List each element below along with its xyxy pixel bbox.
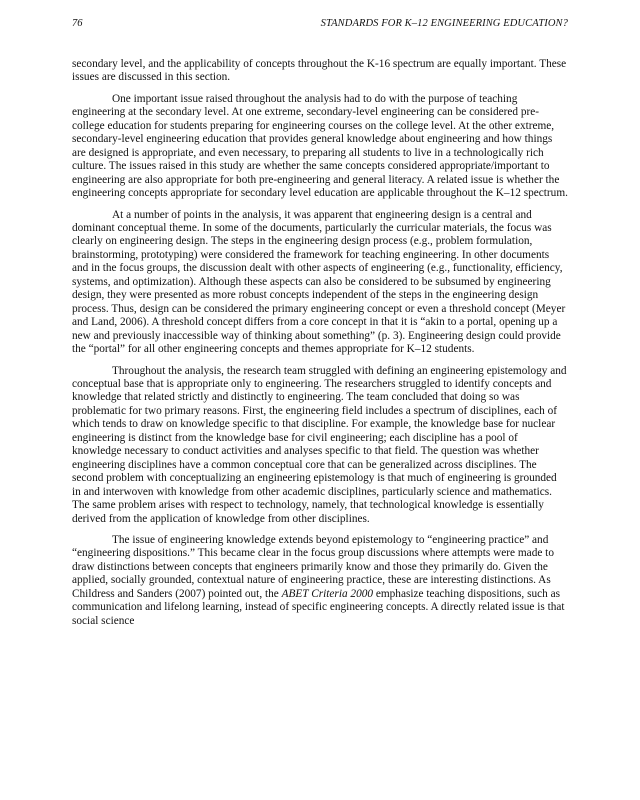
paragraph-engineering-epistemology: Throughout the analysis, the research team struggled with defining an engineering epistemology and conceptual base that is appropriate only to engineering. The researchers struggled to identify concepts and knowledge that related strictly and distinctly to engineering. The team concluded that doing so was problematic for two primary reasons. First, the engineering field includes a spectrum of disciplines, each of which tends to draw on knowledge specific to that discipline. For example, the knowledge base for nuclear engineering is distinct from the knowledge base for civil engineering; each discipline has a pool of knowledge necessary to conduct activities and analyses specific to that field. The question was whether engineering disciplines have a common conceptual core that can be generalized across disciplines. The second problem with conceptualizing an engineering epistemology is that much of engineering is grounded in and interwoven with knowledge from other academic disciplines, particularly science and mathematics. The same problem arises with respect to technology, namely, that technological knowledge is essentially derived from the application of knowledge from other disciplines. bbox=[72, 364, 567, 525]
paragraph-continuation: secondary level, and the applicability of concepts throughout the K-16 spectrum are equally important. These issues are discussed in this section. bbox=[72, 58, 567, 84]
body-text bbox=[72, 58, 568, 636]
running-title: STANDARDS FOR K–12 ENGINEERING EDUCATION? bbox=[320, 18, 568, 29]
abet-criteria-citation: ABET Criteria 2000 bbox=[281, 587, 374, 600]
paragraph-text-after-emphasis: emphasize teaching dispositions, such as communication and lifelong learning, instead of specific engineering concepts. A directly related issue is that social science bbox=[72, 587, 565, 627]
paragraph-engineering-practice bbox=[72, 534, 568, 628]
paragraph-engineering-design: At a number of points in the analysis, it was apparent that engineering design is a central and dominant conceptual theme. In some of the documents, particularly the curricular materials, the focus was clearly on engineering design. The steps in the engineering design process (e.g., problem formulation, brainstorming, prototyping) were considered the framework for teaching engineering. In other documents and in the focus groups, the discussion dealt with other aspects of engineering (e.g., functionality, efficiency, systems, and optimization). Although these aspects can also be considered to be subsumed by engineering design, they were presented as more robust concepts independent of the steps in the engineering design process. Thus, design can be considered the primary engineering concept or even a threshold concept (Meyer and Land, 2006). A threshold concept differs from a core concept in that it is “akin to a portal, opening up a new and previously inaccessible way of thinking about something” (p. 3). Engineering design could provide the “portal” for all other engineering concepts and themes appropriate for K–12 students. bbox=[72, 208, 566, 356]
paragraph-text-before-emphasis: The issue of engineering knowledge extends beyond epistemology to “engineering practice” and “engineering dispositions.” This became clear in the focus group discussions where attempts were made to draw distinctions between concepts that engineers primarily know and those they primarily do. Given the applied, socially grounded, contextual nature of engineering practice, these are interesting distinctions. As Childress and Sanders (2007) pointed out, the bbox=[72, 533, 554, 600]
page-header bbox=[72, 18, 568, 34]
paragraph-purpose-of-teaching: One important issue raised throughout the analysis had to do with the purpose of teaching engineering at the secondary level. At one extreme, secondary-level engineering can be considered pre-college education for students preparing for engineering courses on the college level. At the other extreme, secondary-level engineering education that provides general knowledge about engineering and how things are designed is appropriate, and even necessary, to preparing all students to live in a technologically rich culture. The issues raised in this study are whether the same concepts considered appropriate/important to engineering are also appropriate for both pre-engineering and general literacy. A related issue is whether the engineering concepts appropriate for secondary level education are applicable throughout the K–12 spectrum. bbox=[72, 92, 568, 200]
page-number: 76 bbox=[72, 18, 83, 29]
